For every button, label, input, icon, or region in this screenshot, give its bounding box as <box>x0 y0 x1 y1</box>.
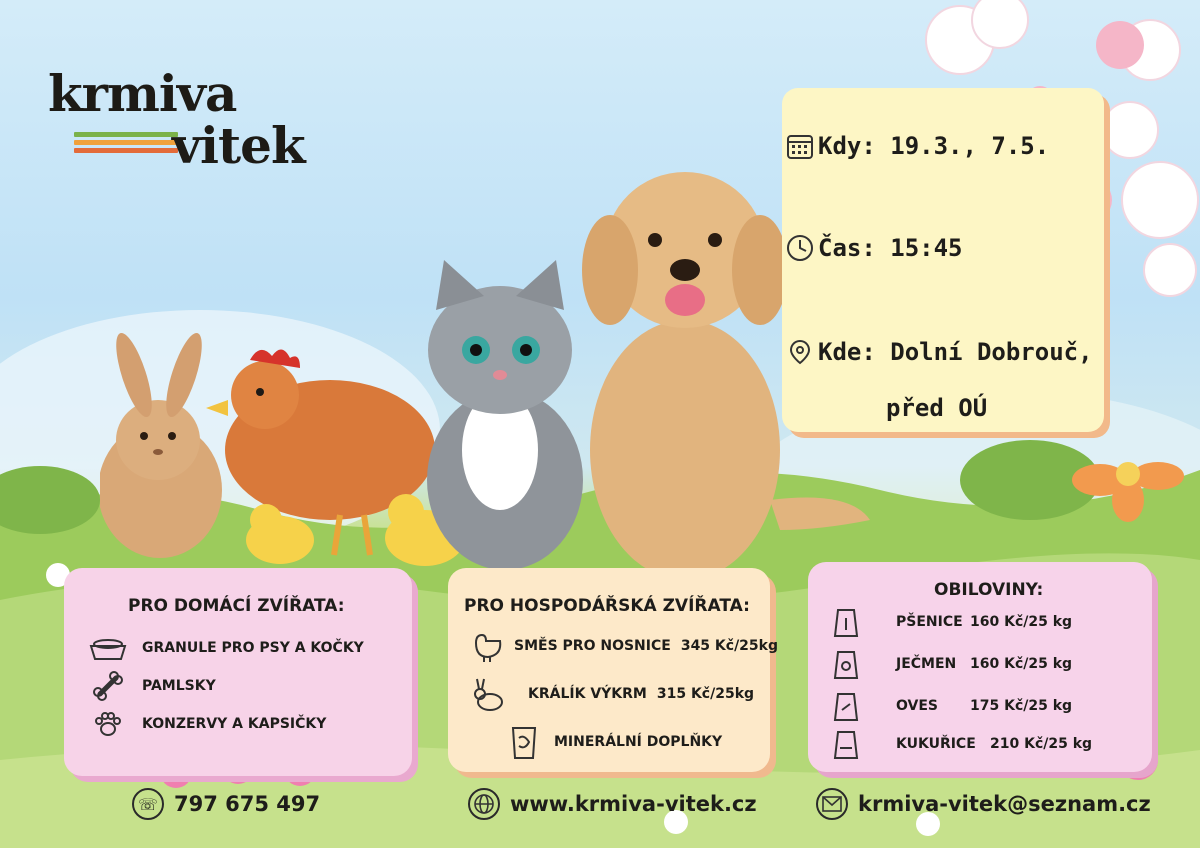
pet-bowl-icon <box>88 632 128 664</box>
item-price: 160 Kč/25 kg <box>970 656 1073 672</box>
list-item <box>830 648 1072 680</box>
info-where-extra: před OÚ <box>886 394 988 422</box>
globe-icon <box>468 788 500 820</box>
domestic-animals-card <box>64 568 412 776</box>
location-pin-icon <box>786 338 814 366</box>
item-label: KUKUŘICE <box>896 736 976 752</box>
info-when-text: Kdy: 19.3., 7.5. <box>818 132 1050 160</box>
event-info-card <box>782 88 1104 432</box>
pets-illustration <box>100 160 880 580</box>
grain-sack-icon <box>830 728 862 760</box>
info-time-text: Čas: 15:45 <box>818 234 963 262</box>
info-where-text: Kde: Dolní Dobrouč, <box>818 338 1093 366</box>
list-item <box>830 606 1072 638</box>
contact-phone[interactable] <box>132 788 320 820</box>
grain-sack-icon <box>830 690 862 722</box>
hen-icon <box>468 630 508 662</box>
list-item <box>88 708 326 740</box>
logo-text-line2: vitek <box>172 116 305 175</box>
item-price: 345 Kč/25kg <box>680 638 779 654</box>
info-time <box>786 234 963 262</box>
contact-web[interactable] <box>468 788 757 820</box>
item-label: OVES <box>896 698 939 714</box>
list-item <box>468 630 778 662</box>
farm-animals-card <box>448 568 779 772</box>
grains-card <box>808 562 1152 772</box>
info-where <box>786 338 1093 366</box>
paw-icon <box>88 708 128 740</box>
item-price: 175 Kč/25 kg <box>970 698 1073 714</box>
item-label: JEČMEN <box>896 656 957 672</box>
item-label: MINERÁLNÍ DOPLŇKY <box>554 734 723 750</box>
info-when <box>786 132 1049 160</box>
list-item <box>508 726 722 758</box>
logo-stripes <box>74 132 178 164</box>
logo-text-line1: krmiva <box>48 64 237 123</box>
grains-title: OBILOVINY: <box>934 580 1044 600</box>
list-item <box>88 670 216 702</box>
cat-illustration <box>427 260 583 570</box>
contact-email[interactable] <box>816 788 1151 820</box>
brand-logo <box>48 66 338 176</box>
list-item <box>468 678 754 710</box>
list-item <box>830 690 1072 722</box>
item-label: PŠENICE <box>896 614 963 630</box>
envelope-icon <box>816 788 848 820</box>
item-price: 160 Kč/25 kg <box>970 614 1073 630</box>
website-url: www.krmiva-vitek.cz <box>510 792 757 816</box>
list-item <box>88 632 364 664</box>
grain-sack-icon <box>830 606 862 638</box>
list-item <box>830 728 1092 760</box>
rabbit-illustration <box>100 329 222 558</box>
item-label: PAMLSKY <box>142 678 216 694</box>
rabbit-icon <box>468 678 508 710</box>
item-price: 210 Kč/25 kg <box>990 736 1093 752</box>
item-label: GRANULE PRO PSY A KOČKY <box>142 640 364 656</box>
feed-bag-icon <box>508 726 540 758</box>
calendar-icon <box>786 132 814 160</box>
item-label: SMĚS PRO NOSNICE <box>514 638 671 654</box>
clock-icon <box>786 234 814 262</box>
domestic-title: PRO DOMÁCÍ ZVÍŘATA: <box>128 596 345 616</box>
item-label: KONZERVY A KAPSIČKY <box>142 716 327 732</box>
phone-number: 797 675 497 <box>174 792 321 816</box>
email-address: krmiva-vitek@seznam.cz <box>858 792 1151 816</box>
item-label: KRÁLÍK VÝKRM <box>528 686 647 702</box>
farm-title: PRO HOSPODÁŘSKÁ ZVÍŘATA: <box>464 596 750 616</box>
grain-sack-icon <box>830 648 862 680</box>
phone-icon: ☏ <box>132 788 164 820</box>
item-price: 315 Kč/25kg <box>656 686 755 702</box>
bone-icon <box>88 670 128 702</box>
